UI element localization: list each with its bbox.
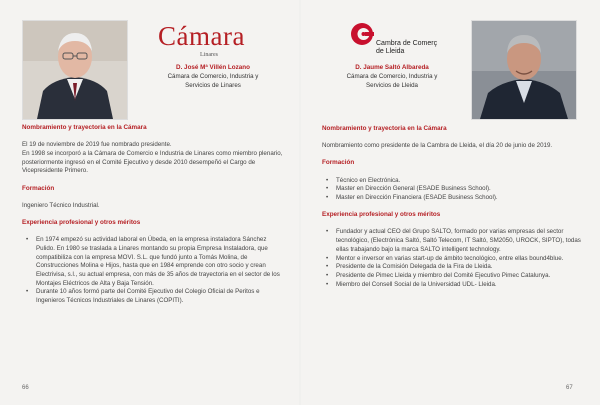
- portrait-photo-villen: [22, 20, 128, 120]
- section-title-appointment: Nombramiento y trayectoria en la Cámara: [22, 124, 147, 131]
- cambra-name-line1: Cambra de Comerç: [376, 40, 438, 47]
- cambra-lleida-logo: [350, 20, 460, 56]
- cambra-lleida-name: [376, 40, 437, 56]
- experience-list: [22, 236, 284, 306]
- section-title-experience: Experiencia profesional y otros méritos: [322, 211, 441, 219]
- section-title-education: Formación: [22, 184, 55, 192]
- list-item: • Mentor e inversor en varias start-up de ámbito tecnológico, entre ellas bound4blue.: [336, 255, 582, 264]
- person-name: D. José Mª Villén Lozano: [176, 64, 250, 71]
- list-item: • En 1974 empezó su actividad laboral en Úbeda, en la empresa instaladora Sánchez Pulido. En 1980 se traslada a Linares montando su propia Empresa Instaladora, que compatibiliza con la empresa MOVI. S.L. que fundó junto a Tomás Molina, de Construcciones Molina e Hijos, hasta que en 1984 emprende con otro socio y crean Electrivisa, s.l., su actual empresa, con más de 35 años de trayectoria en el sector de los Montajes Eléctricos de Alta y Baja Tensión.: [36, 236, 284, 288]
- page-number: 67: [566, 385, 573, 391]
- list-item: • Técnico en Electrónica.: [336, 177, 582, 186]
- person-org-line1: Cámara de Comercio, Industria y: [346, 73, 438, 80]
- cambra-name-line2: de Lleida: [376, 48, 405, 55]
- person-org-line1: Cámara de Comercio, Industria y: [167, 73, 259, 80]
- right-page: [300, 0, 600, 405]
- list-item: • Master en Dirección General (ESADE Business School).: [336, 185, 582, 194]
- education-list: [322, 177, 582, 203]
- camara-logo-wordmark: Cámara: [158, 21, 245, 51]
- list-item: • Durante 10 años formó parte del Comité Ejecutivo del Colegio Oficial de Peritos e Ingenieros Técnicos Industriales de Linares (COPITI).: [36, 288, 284, 305]
- camara-linares-logo: [158, 21, 278, 57]
- list-item: • Master en Dirección Financiera (ESADE Business School).: [336, 194, 582, 203]
- section-title-appointment: Nombramiento y trayectoria en la Cámara: [322, 125, 447, 132]
- left-body: [22, 124, 284, 306]
- list-item: • Miembro del Consell Social de la Universidad UDL- Lleida.: [336, 281, 582, 290]
- paragraph: El 19 de noviembre de 2019 fue nombrado presidente.: [22, 141, 172, 149]
- portrait-photo-salto: [471, 20, 577, 120]
- cambra-c-mark-icon: [350, 22, 374, 46]
- list-item: • Fundador y actual CEO del Grupo SALTO, formado por varias empresas del sector tecnológico, (Electrónica Saltó, Saltó Telecom, IT Saltó, SM2050, UROCK, SIPTO), todas ellas trabajando bajo la marca SALTO intelligent technology.: [336, 228, 582, 254]
- person-org-line2: Servicios de Lleida: [366, 82, 418, 89]
- section-title-education: Formación: [322, 159, 355, 167]
- person-header-left: [143, 63, 283, 90]
- person-name: D. Jaume Saltó Albareda: [355, 64, 429, 71]
- right-body: [322, 125, 582, 289]
- experience-list: [322, 228, 582, 289]
- page-number: 66: [22, 385, 29, 391]
- paragraph: En 1998 se incorporó a la Cámara de Comercio e Industria de Linares como miembro plenario, posteriormente ingresó en el Comité Ejecutivo y desde 2010 desempeñó el Cargo de Vicepresidente Primero.: [22, 149, 283, 175]
- section-title-experience: Experiencia profesional y otros méritos: [22, 218, 141, 226]
- list-item: • Presidente de Pimec Lleida y miembro del Comité Ejecutivo Pimec Catalunya.: [336, 272, 582, 281]
- list-item: • Presidente de la Comisión Delegada de la Fira de Lleida.: [336, 263, 582, 272]
- camara-logo-sublabel: Linares: [200, 52, 218, 58]
- person-header-right: [322, 63, 462, 90]
- paragraph: Nombramiento como presidente de la Cambra de Lleida, el día 20 de junio de 2019.: [322, 142, 553, 150]
- paragraph: Ingeniero Técnico Industrial.: [22, 201, 100, 209]
- person-org-line2: Servicios de Linares: [185, 82, 241, 89]
